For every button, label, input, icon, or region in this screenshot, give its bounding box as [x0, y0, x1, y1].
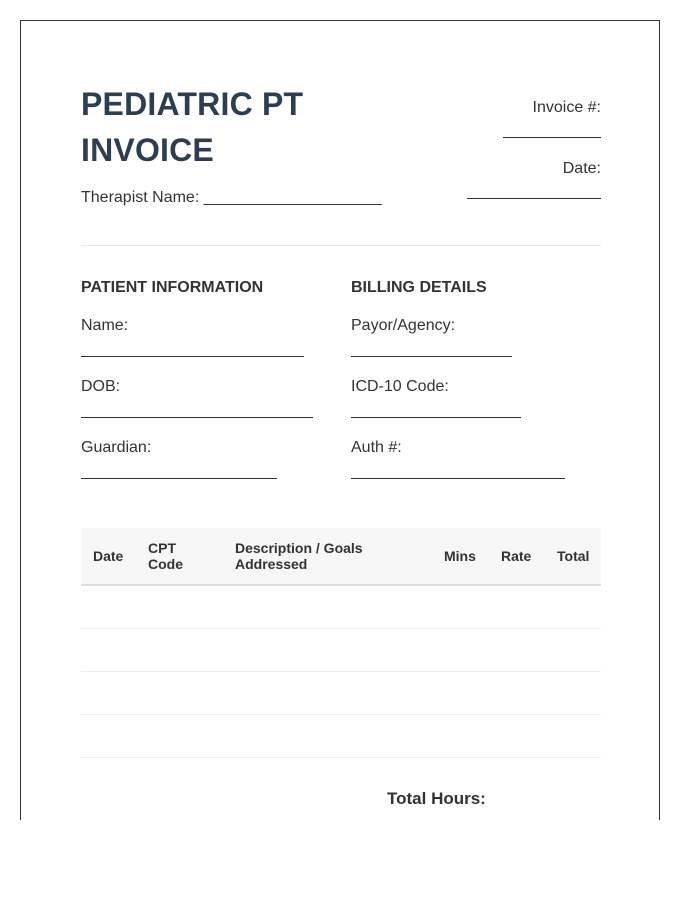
header-divider — [81, 245, 601, 246]
billing-details-heading: BILLING DETAILS — [351, 279, 487, 296]
table-row — [81, 672, 601, 715]
date-line — [467, 198, 601, 199]
payor-agency-label: Payor/Agency: — [351, 317, 456, 334]
table-row — [81, 629, 601, 672]
column-header-mins: Mins — [444, 548, 476, 564]
icd-10-code-line — [351, 417, 521, 418]
table-row — [81, 715, 601, 758]
auth-number-line — [351, 478, 565, 479]
column-header-date: Date — [93, 548, 124, 564]
date-label: Date: — [562, 160, 601, 177]
invoice-number-line — [503, 137, 601, 138]
invoice-number-label: Invoice #: — [532, 99, 601, 116]
invoice-title: PEDIATRIC PT INVOICE — [81, 86, 304, 168]
therapist-name-field: Therapist Name: ____________________ — [81, 189, 382, 206]
invoice-page — [20, 20, 660, 820]
table-row — [81, 586, 601, 629]
payor-agency-line — [351, 356, 512, 357]
dob-line — [81, 417, 313, 418]
column-header-total: Total — [557, 548, 590, 564]
patient-information-heading: PATIENT INFORMATION — [81, 279, 264, 296]
auth-number-label: Auth #: — [351, 439, 402, 456]
patient-name-label: Name: — [81, 317, 129, 334]
icd-10-code-label: ICD-10 Code: — [351, 378, 449, 395]
dob-label: DOB: — [81, 378, 121, 395]
guardian-line — [81, 478, 277, 479]
column-header-cpt-code: CPT Code — [148, 540, 183, 572]
column-header-rate: Rate — [501, 548, 532, 564]
total-hours-label: Total Hours: — [387, 789, 486, 808]
guardian-label: Guardian: — [81, 439, 152, 456]
patient-name-line — [81, 356, 304, 357]
services-table-header — [81, 528, 601, 586]
column-header-description: Description / Goals Addressed — [235, 540, 363, 572]
services-table — [81, 528, 601, 758]
